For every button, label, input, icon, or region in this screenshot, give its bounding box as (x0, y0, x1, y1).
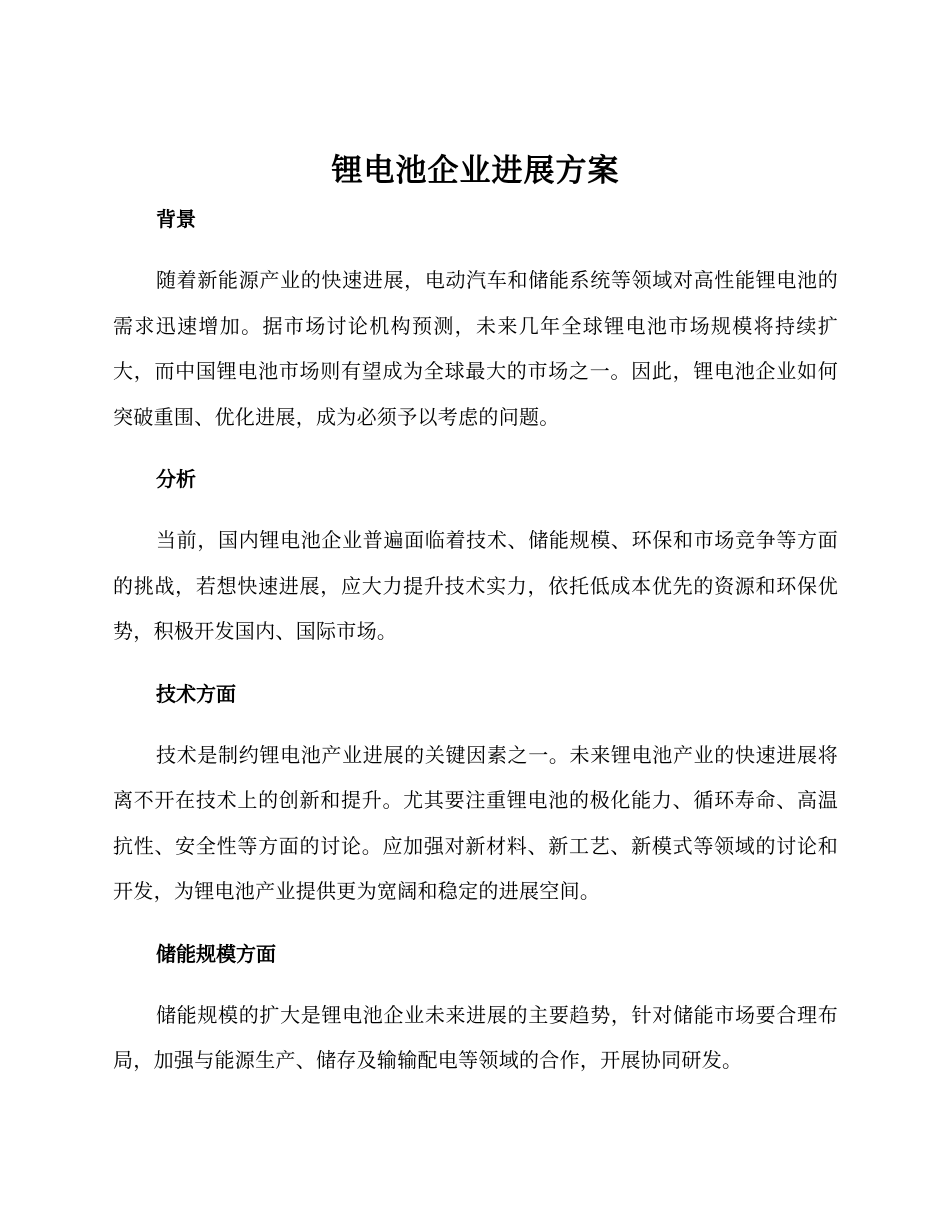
section-storage-scale (113, 939, 838, 1084)
document-title: 锂电池企业进展方案 (331, 153, 620, 189)
section-heading: 背景 (156, 207, 196, 231)
section-heading: 储能规模方面 (156, 941, 276, 966)
section-paragraph: 当前，国内锂电池企业普遍面临着技术、储能规模、环保和市场竞争等方面的挑战，若想快速进展，应大力提升技术实力，依托低成本优先的资源和环保优势，积极开发国内、国际市场。 (113, 528, 838, 643)
section-analysis (113, 464, 838, 655)
section-paragraph: 随着新能源产业的快速进展，电动汽车和储能系统等领域对高性能锂电池的需求迅速增加。据市场讨论机构预测，未来几年全球锂电池市场规模将持续扩大，而中国锂电池市场则有望成为全球最大的市场之一。因此，锂电池企业如何突破重围、优化进展，成为必须予以考虑的问题。 (113, 268, 838, 429)
section-heading: 分析 (156, 467, 196, 491)
section-heading: 技术方面 (156, 681, 236, 706)
section-paragraph: 储能规模的扩大是锂电池企业未来进展的主要趋势，针对储能市场要合理布局，加强与能源生产、储存及输输配电等领域的合作，开展协同研发。 (113, 1002, 838, 1072)
section-paragraph: 技术是制约锂电池产业进展的关键因素之一。未来锂电池产业的快速进展将离不开在技术上的创新和提升。尤其要注重锂电池的极化能力、循环寿命、高温抗性、安全性等方面的讨论。应加强对新材料、新工艺、新模式等领域的讨论和开发，为锂电池产业提供更为宽阔和稳定的进展空间。 (113, 742, 838, 903)
section-background (113, 204, 838, 440)
section-technology (113, 679, 838, 915)
